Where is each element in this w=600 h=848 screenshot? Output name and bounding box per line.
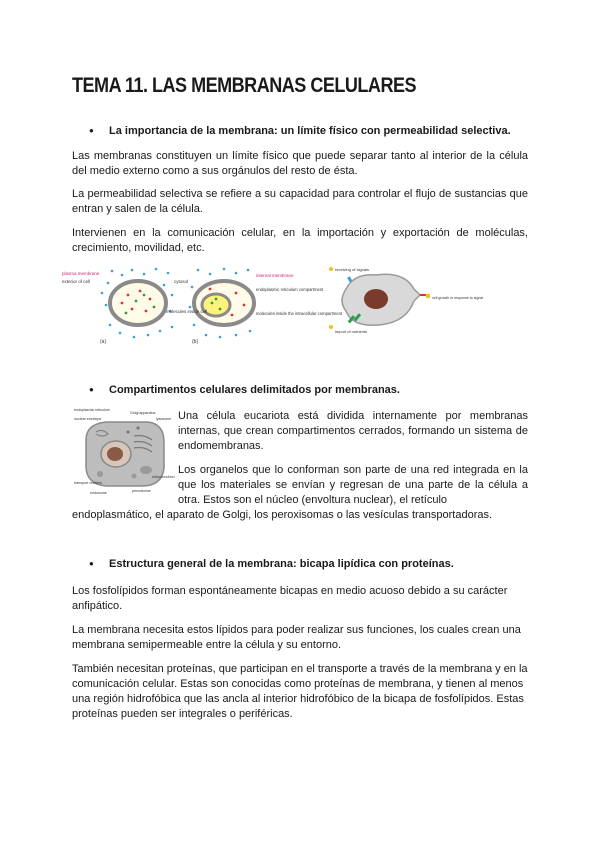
paragraph: La membrana necesita estos lípidos para poder realizar sus funciones, los cuales crean una membrana semipermeable entre la célula y su entorno. <box>72 624 521 651</box>
endomembrane-figure <box>72 406 176 498</box>
label-response: cell growth in response to signal <box>432 296 484 300</box>
vesicle-icon <box>136 426 139 429</box>
response-marker <box>426 294 431 299</box>
label-molecules: molecules inside cell <box>166 309 208 314</box>
vesicle-icon <box>126 430 129 433</box>
label-plasma-membrane: plasma membrane <box>62 271 100 276</box>
label-er-compartment: endoplasmic reticulum compartment <box>256 287 324 292</box>
paragraph: Los fosfolípidos forman espontáneamente bicapas en medio acuoso debido a su carácter anfipático. <box>72 585 508 612</box>
paragraph: Las membranas constituyen un límite físico que puede separar tanto al interior de la célula del medio externo como a sus orgánulos del resto de ésta. <box>72 150 528 177</box>
signal-marker <box>329 267 333 271</box>
label-nuclear-envelope: nuclear envelope <box>74 417 102 421</box>
paragraph: La permeabilidad selectiva se refiere a su capacidad para controlar el flujo de sustancias que entran y salen de la célula. <box>72 188 528 215</box>
label-transport-vesicles: transport vesicles <box>74 481 102 485</box>
lysosome-icon <box>97 471 103 477</box>
paragraph: Una célula eucariota está dividida internamente por membranas internas, que crean compartimentos cerrados, formando un sistema de endomembranas. <box>178 410 528 452</box>
paragraph: endoplasmático, el aparato de Golgi, los peroxisomas o las vesículas transportadoras. <box>72 509 493 521</box>
paragraph: También necesitan proteínas, que participan en el transporte a través de la membrana y en la comunicación celular. Estas son conocidas como proteínas de membrana, y tienen al menos una región hidrofóbica que las ancla al interior hidrofóbico de la bicapa de fosfolípidos. Estas proteínas pueden ser integrales o periféricas. <box>72 663 528 720</box>
label-exterior: exterior of cell <box>62 279 91 284</box>
import-marker <box>329 325 333 329</box>
label-import: import of nutrients <box>335 329 368 334</box>
label-cytosol: cytosol <box>174 279 189 284</box>
nucleus-icon <box>107 447 123 461</box>
label-er: endoplasmic reticulum <box>74 408 110 412</box>
label-a: (a) <box>100 339 107 345</box>
mitochondrion-icon <box>140 466 152 474</box>
label-b: (b) <box>192 339 199 345</box>
label-internal-membrane: internal membrane <box>256 273 294 278</box>
label-intracellular: molecules inside the intracellular compartment <box>256 311 343 316</box>
section-heading-importance: ● La importancia de la membrana: un límite físico con permeabilidad selectiva. <box>92 125 511 137</box>
paragraph: Los organelos que lo conforman son parte de una red integrada en la que los materiales se envían y regresan de una parte de la célula a otra. Estos son el núcleo (envoltura nuclear), el retículo <box>178 464 528 506</box>
label-lysosome: lysosome <box>156 417 172 421</box>
cell-a-membrane <box>110 281 166 325</box>
peroxisome-icon <box>132 474 137 479</box>
nucleus-icon <box>364 289 388 309</box>
page-title: TEMA 11. LAS MEMBRANAS CELULARES <box>72 74 417 97</box>
section-heading-compartments: ● Compartimentos celulares delimitados por membranas. <box>92 384 400 396</box>
label-endosome: endosome <box>90 491 107 495</box>
membrane-compartments-figure <box>60 265 343 345</box>
section-heading-structure: ● Estructura general de la membrana: bicapa lipídica con proteínas. <box>92 558 454 570</box>
label-mitochondrion: mitochondrion <box>152 475 175 479</box>
paragraph: Intervienen en la comunicación celular, en la importación y exportación de moléculas, crecimiento, movilidad, etc. <box>72 227 528 254</box>
label-golgi: Golgi apparatus <box>130 411 156 415</box>
label-peroxisome: peroxisome <box>132 489 151 493</box>
label-signals: receiving of signals <box>335 267 370 272</box>
cell-signaling-figure <box>324 265 484 341</box>
